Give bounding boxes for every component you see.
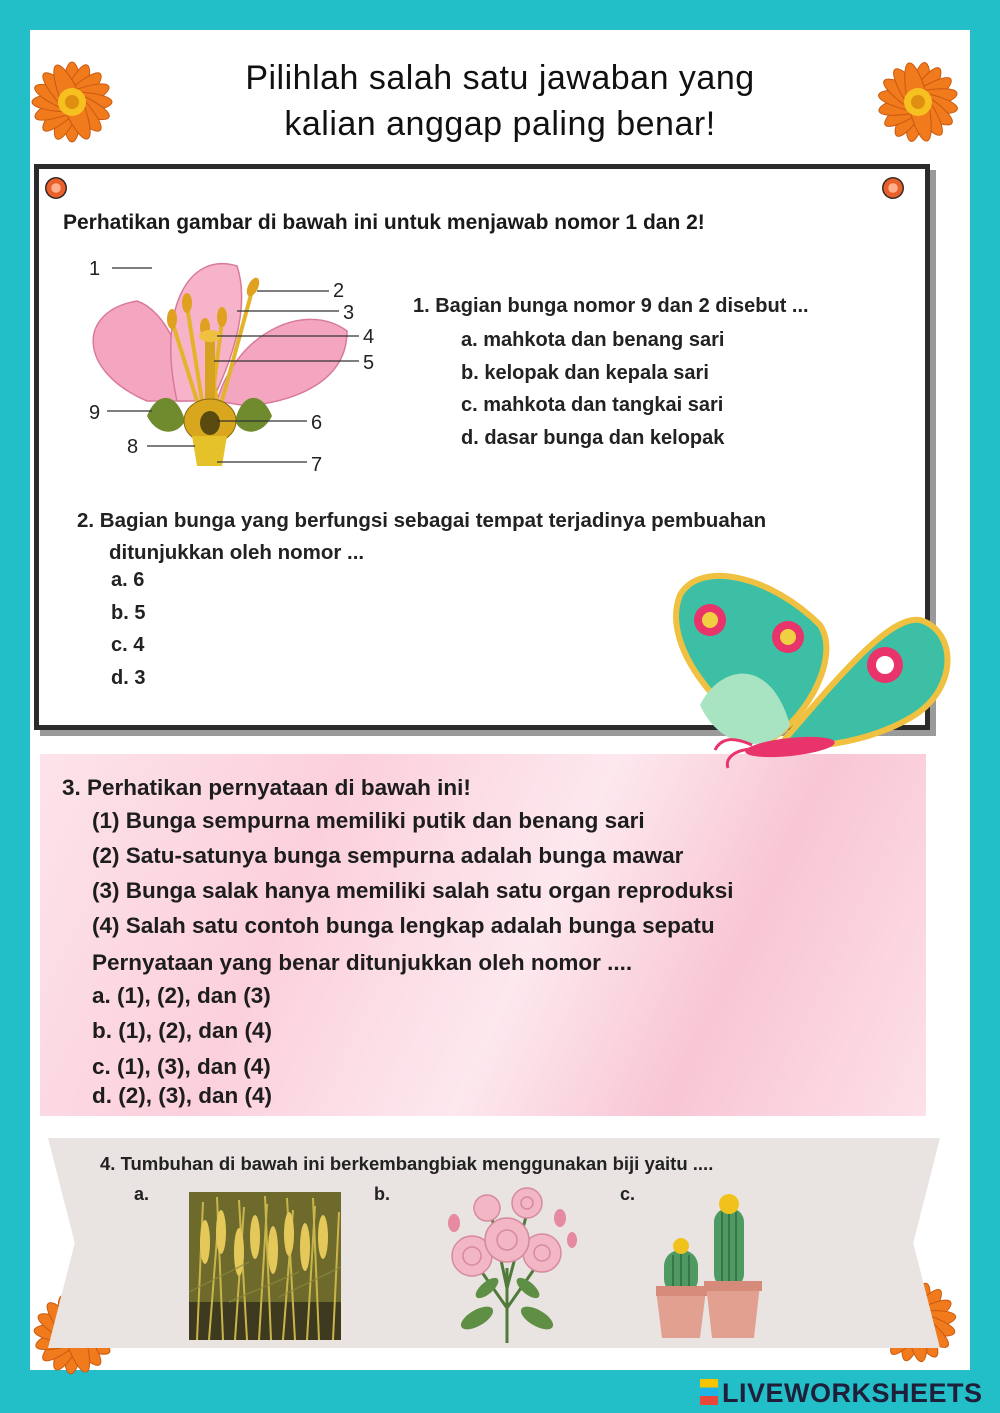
question-4: 4. Tumbuhan di bawah ini berkembangbiak menggunakan biji yaitu .... xyxy=(100,1153,714,1174)
q2-text-line-2: ditunjukkan oleh nomor ... xyxy=(109,541,365,564)
title-line-2: kalian anggap paling benar! xyxy=(284,105,716,143)
question-3-prompt: Pernyataan yang benar ditunjukkan oleh nomor .... xyxy=(92,950,633,975)
q2-option-b[interactable]: b. 5 xyxy=(111,602,146,624)
logo-text: LIVEWORKSHEETS xyxy=(722,1378,983,1408)
q3-option-a[interactable]: a. (1), (2), dan (3) xyxy=(92,983,271,1008)
diagram-label-3: 3 xyxy=(343,302,355,324)
flower-anatomy-diagram xyxy=(77,251,397,481)
statement-4: (4) Salah satu contoh bunga lengkap adalah bunga sepatu xyxy=(92,913,715,938)
butterfly-icon xyxy=(660,565,960,780)
q4-option-b-label[interactable]: b. xyxy=(374,1184,390,1204)
q3-option-c[interactable]: c. (1), (3), dan (4) xyxy=(92,1054,271,1079)
pin-left-icon xyxy=(45,177,67,199)
q3-option-d[interactable]: d. (2), (3), dan (4) xyxy=(92,1083,272,1108)
section-1-intro: Perhatikan gambar di bawah ini untuk menjawab nomor 1 dan 2! xyxy=(63,211,705,234)
rice-plant-image[interactable] xyxy=(189,1192,341,1340)
q2-option-a[interactable]: a. 6 xyxy=(111,569,145,591)
diagram-label-4: 4 xyxy=(363,326,375,348)
statement-3: (3) Bunga salak hanya memiliki salah satu organ reproduksi xyxy=(92,878,734,903)
diagram-label-7: 7 xyxy=(311,454,323,476)
question-3: 3. Perhatikan pernyataan di bawah ini! xyxy=(62,775,471,800)
question-1: 1. Bagian bunga nomor 9 dan 2 disebut ... xyxy=(413,295,809,317)
cactus-plant-image[interactable] xyxy=(656,1190,766,1340)
statement-1: (1) Bunga sempurna memiliki putik dan benang sari xyxy=(92,808,645,833)
question-2 xyxy=(77,505,766,569)
q1-option-c[interactable]: c. mahkota dan tangkai sari xyxy=(461,394,724,416)
orange-flower-top-left-icon xyxy=(2,40,152,170)
q2-option-d[interactable]: d. 3 xyxy=(111,667,146,689)
q3-option-b[interactable]: b. (1), (2), dan (4) xyxy=(92,1018,272,1043)
q1-option-a[interactable]: a. mahkota dan benang sari xyxy=(461,329,725,351)
liveworksheets-logo[interactable] xyxy=(700,1378,983,1409)
q4-option-a-label[interactable]: a. xyxy=(134,1184,150,1204)
statement-2: (2) Satu-satunya bunga sempurna adalah bunga mawar xyxy=(92,843,684,868)
diagram-label-8: 8 xyxy=(127,436,139,458)
q1-option-d[interactable]: d. dasar bunga dan kelopak xyxy=(461,427,725,449)
q2-text-line-1: 2. Bagian bunga yang berfungsi sebagai tempat terjadinya pembuahan xyxy=(77,509,767,532)
title-line-1: Pilihlah salah satu jawaban yang xyxy=(245,59,755,97)
diagram-label-5: 5 xyxy=(363,352,375,374)
diagram-label-1: 1 xyxy=(89,258,101,280)
logo-mark-icon xyxy=(700,1379,718,1405)
orange-flower-top-right-icon xyxy=(838,40,988,170)
rose-flowers-image[interactable] xyxy=(432,1178,582,1348)
diagram-label-2: 2 xyxy=(333,280,345,302)
pin-right-icon xyxy=(882,177,904,199)
diagram-label-6: 6 xyxy=(311,412,323,434)
q4-option-c-label[interactable]: c. xyxy=(620,1184,636,1204)
page-title xyxy=(150,55,850,147)
diagram-label-9: 9 xyxy=(89,402,101,424)
q2-option-c[interactable]: c. 4 xyxy=(111,634,145,656)
q1-option-b[interactable]: b. kelopak dan kepala sari xyxy=(461,362,709,384)
